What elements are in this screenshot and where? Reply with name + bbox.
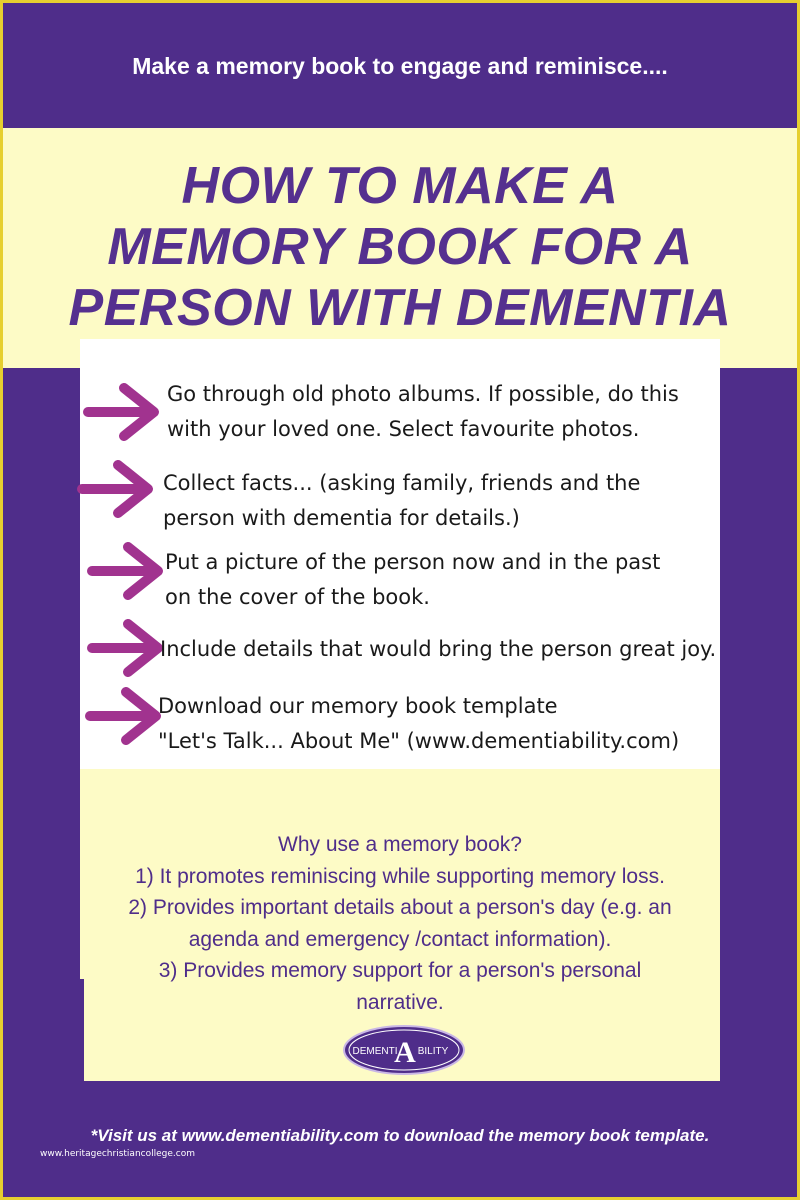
right-arrow-icon (76, 460, 158, 518)
dementiability-logo (343, 1024, 465, 1076)
why-reason-2-line-2: agenda and emergency /contact information). (188, 927, 612, 951)
steps-panel (80, 339, 720, 769)
poster (3, 3, 797, 1197)
step-2-line-2: person with dementia for details.) (163, 506, 520, 530)
why-reason-2-line-1: 2) Provides important details about a person's day (e.g. an (128, 896, 672, 919)
step-5-line-2: "Let's Talk... About Me" (www.dementiability.com) (158, 729, 680, 753)
title-line-3: PERSON WITH DEMENTIA (68, 279, 732, 337)
right-arrow-icon (86, 542, 168, 600)
footer-note: *Visit us at www.dementiability.com to download the memory book template. (90, 1126, 710, 1145)
top-banner (3, 3, 797, 128)
why-reason-3-line-2: narrative. (356, 990, 444, 1014)
step-4-line-1: Include details that would bring the person great joy. (160, 637, 717, 661)
right-arrow-icon (84, 687, 166, 745)
step-2-line-1: Collect facts... (asking family, friends and the (163, 471, 641, 495)
why-reason-1: 1) It promotes reminiscing while supporting memory loss. (135, 864, 665, 888)
logo-text-left: DEMENTI (352, 1046, 398, 1057)
logo-text-right: BILITY (417, 1046, 449, 1057)
step-1-line-1: Go through old photo albums. If possible, do this (167, 382, 679, 406)
logo-text-mid: A (394, 1036, 416, 1069)
why-panel (80, 769, 720, 1081)
right-arrow-icon (86, 619, 168, 677)
step-1-line-2: with your loved one. Select favourite photos. (167, 417, 640, 441)
page-title (3, 156, 797, 339)
step-3-line-2: on the cover of the book. (165, 585, 430, 609)
step-3-line-1: Put a picture of the person now and in the past (165, 550, 661, 574)
right-arrow-icon (82, 383, 164, 441)
why-heading: Why use a memory book? (278, 833, 522, 856)
step-5-line-1: Download our memory book template (158, 694, 558, 718)
title-line-1: HOW TO MAKE A (181, 157, 619, 215)
tagline: Make a memory book to engage and reminisce.... (132, 53, 668, 79)
why-reason-3-line-1: 3) Provides memory support for a person's personal (158, 959, 642, 982)
watermark: www.heritagechristiancollege.com (40, 1149, 195, 1159)
title-line-2: MEMORY BOOK FOR A (107, 218, 693, 276)
why-text (80, 829, 720, 1018)
title-band (3, 128, 797, 368)
